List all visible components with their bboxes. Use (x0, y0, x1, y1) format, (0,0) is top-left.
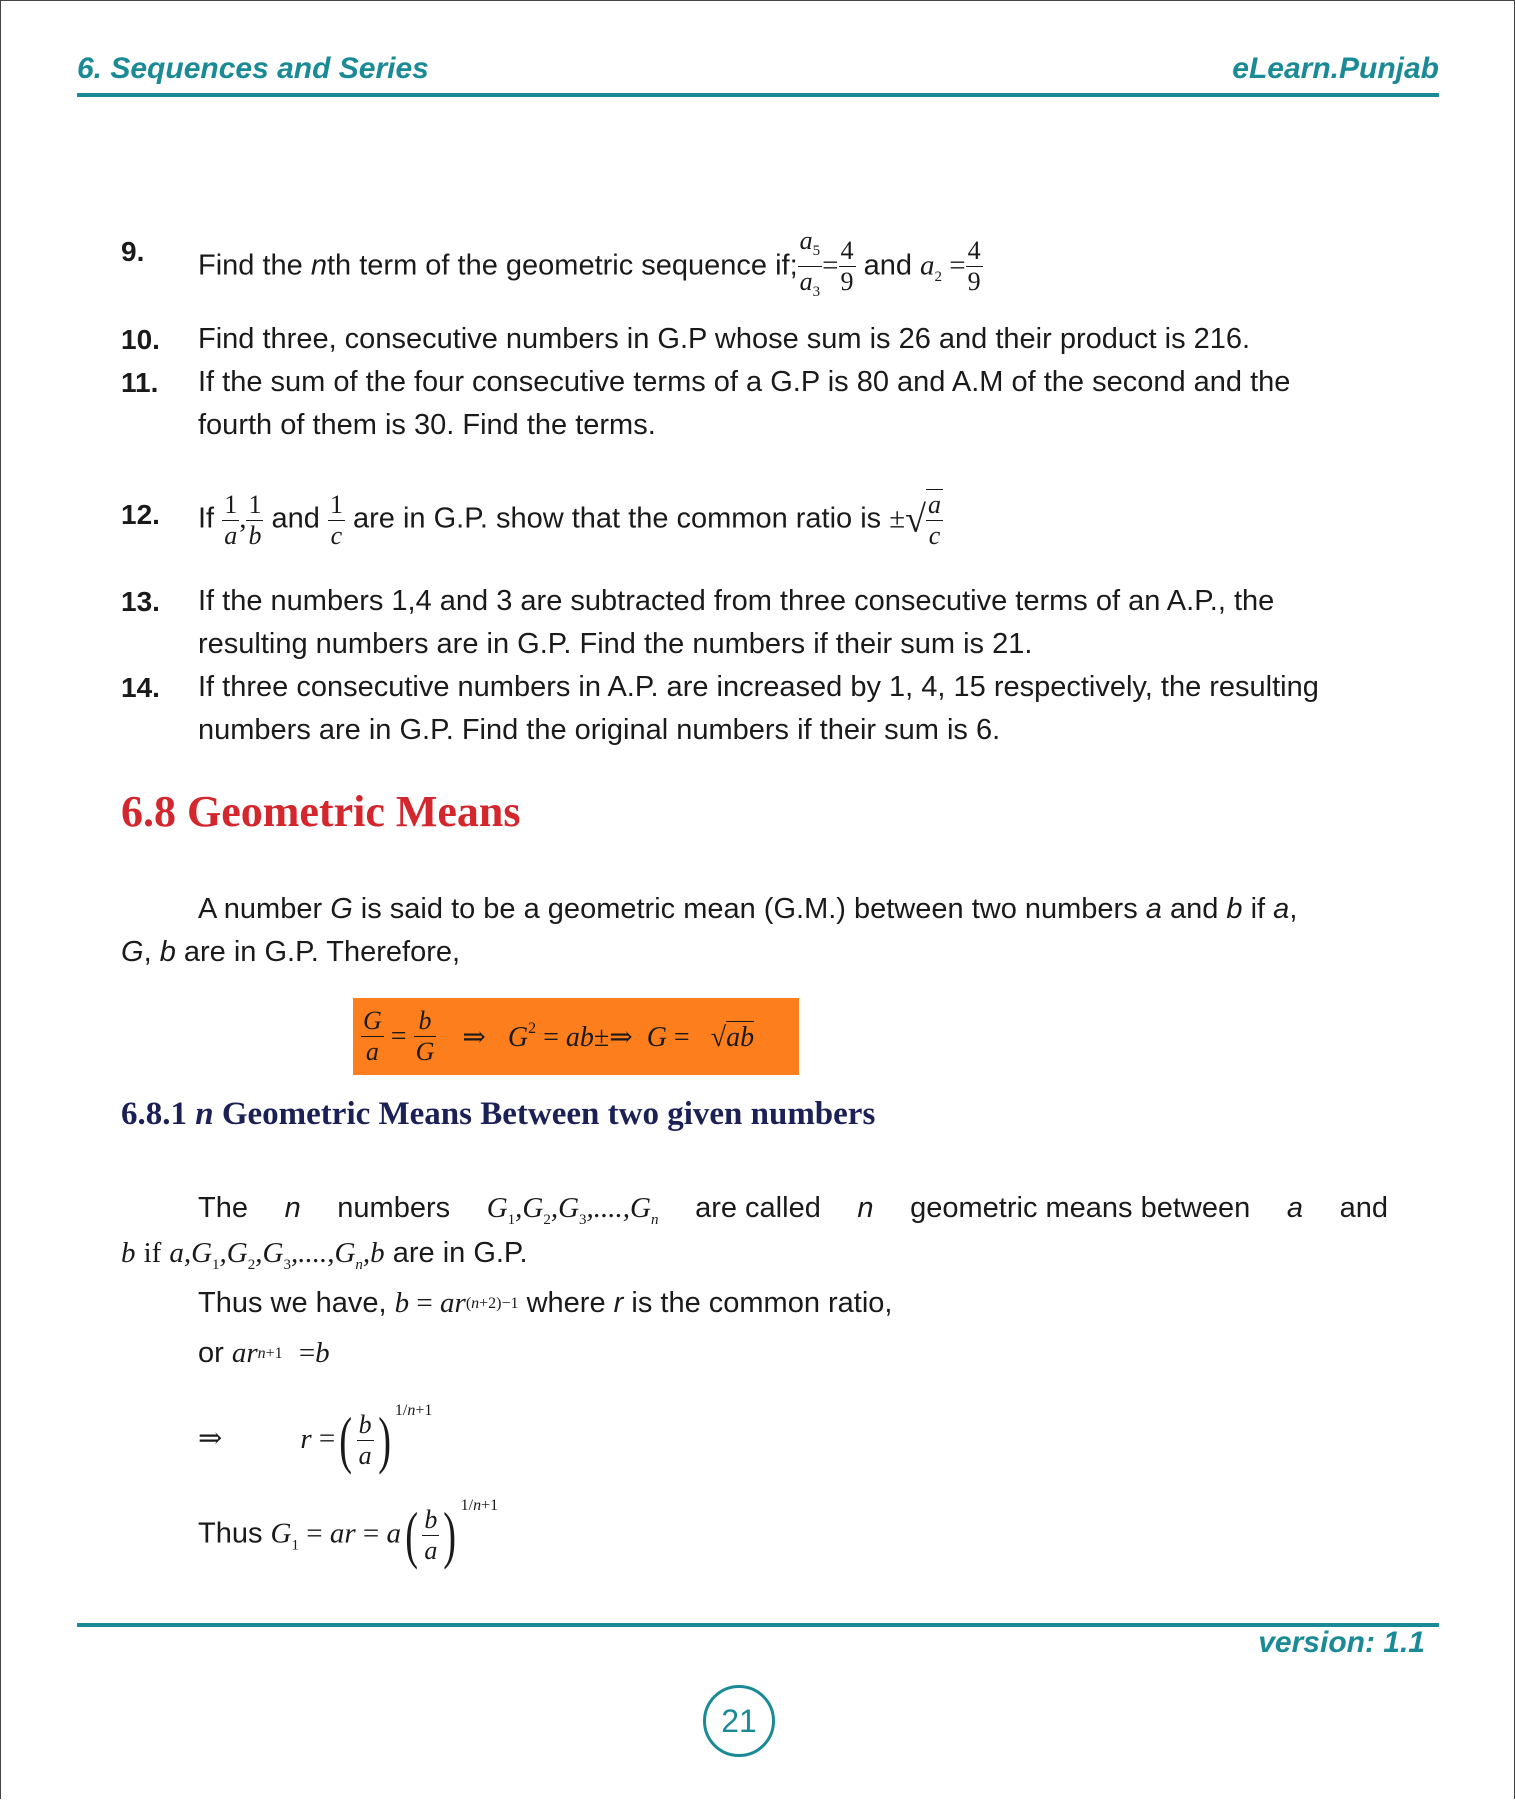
body-line1: The n numbers $G_1,G_2,G_3,....,G_n$ are called n geometric means between a and (198, 1192, 1388, 1228)
body-line2: b if $a,G_1,G_2,G_3,....,G_n,b$ are in G.P. (121, 1237, 528, 1273)
body-line4: or $ar^{n+1} =b$ (198, 1337, 330, 1369)
body-line5: ⇒ r =( $\frac{b}{a}$ ) $^{1/n+1}$ (198, 1402, 433, 1475)
header-brand: eLearn.Punjab (1232, 52, 1439, 85)
header-chapter-title: 6. Sequences and Series (77, 52, 429, 85)
fraction-4-9: $\frac{4}{9}$ (967, 236, 981, 297)
fraction-a-c: $\frac{a}{c}$ (928, 490, 942, 550)
fraction-1-a: $\frac{1}{a}$ (224, 489, 238, 550)
formula-highlight-box (353, 998, 799, 1075)
version-label: version: 1.1 (1258, 1626, 1425, 1659)
question-13-line1: If the numbers 1,4 and 3 are subtracted from three consecutive terms of an A.P., the (198, 585, 1275, 617)
fraction-4-9: $\frac{4}{9}$ (840, 236, 854, 297)
fraction-a5-a3: $\frac{a_5}{a_3}$ (799, 226, 821, 301)
question-12: If $\frac{1}{a}$ , $\frac{1}{b}$ and $\frac{1}{c}$ are in G.P. show that the common ratio is ±√ $\frac{a}{c}$ (198, 489, 942, 550)
question-number: 14. (121, 672, 160, 703)
page-number: 21 (703, 1685, 775, 1757)
question-11-line1: If the sum of the four consecutive terms of a G.P is 80 and A.M of the second and the (198, 366, 1291, 398)
question-11-line2: fourth of them is 30. Find the terms. (198, 409, 656, 441)
question-9: Find the nth term of the geometric sequence if; $\frac{a_5}{a_3}$ = $\frac{4}{9}$ and $a_2$ = $\frac{4}{9}$ (198, 226, 983, 307)
question-number: 10. (121, 324, 160, 355)
fraction-1-b: $\frac{1}{b}$ (248, 489, 262, 550)
section-heading: 6.8 Geometric Means (121, 787, 521, 836)
question-number: 13. (121, 586, 160, 617)
question-number: 9. (121, 236, 145, 267)
header-rule (77, 93, 1439, 97)
fraction-1-c: $\frac{1}{c}$ (329, 489, 343, 550)
body-line3: Thus we have, $b = ar^{(n+2)-1}$ where r is the common ratio, (198, 1287, 893, 1319)
question-number: 12. (121, 499, 160, 530)
question-13-line2: resulting numbers are in G.P. Find the numbers if their sum is 21. (198, 628, 1033, 660)
question-14-line2: numbers are in G.P. Find the original numbers if their sum is 6. (198, 714, 1001, 746)
body-line6: Thus $G_1$ = ar = a( $\frac{b}{a}$ ) $^{1/n+1}$ (198, 1497, 499, 1570)
question-14-line1: If three consecutive numbers in A.P. are increased by 1, 4, 15 respectively, the resulting (198, 671, 1319, 703)
definition-line2: G, b are in G.P. Therefore, (121, 936, 461, 968)
question-number: 11. (121, 367, 159, 398)
question-10: Find three, consecutive numbers in G.P whose sum is 26 and their product is 216. (198, 323, 1251, 355)
footer-rule (77, 1623, 1439, 1627)
geometric-mean-formula: $\frac{G}{a}$ = $\frac{b}{G}$ ⇒ $G^2$ = ab±⇒ G = √ab (363, 1006, 755, 1066)
subsection-heading: 6.8.1 n Geometric Means Between two given numbers (121, 1096, 876, 1132)
definition-line1: A number G is said to be a geometric mean (G.M.) between two numbers a and b if a, (198, 893, 1298, 925)
